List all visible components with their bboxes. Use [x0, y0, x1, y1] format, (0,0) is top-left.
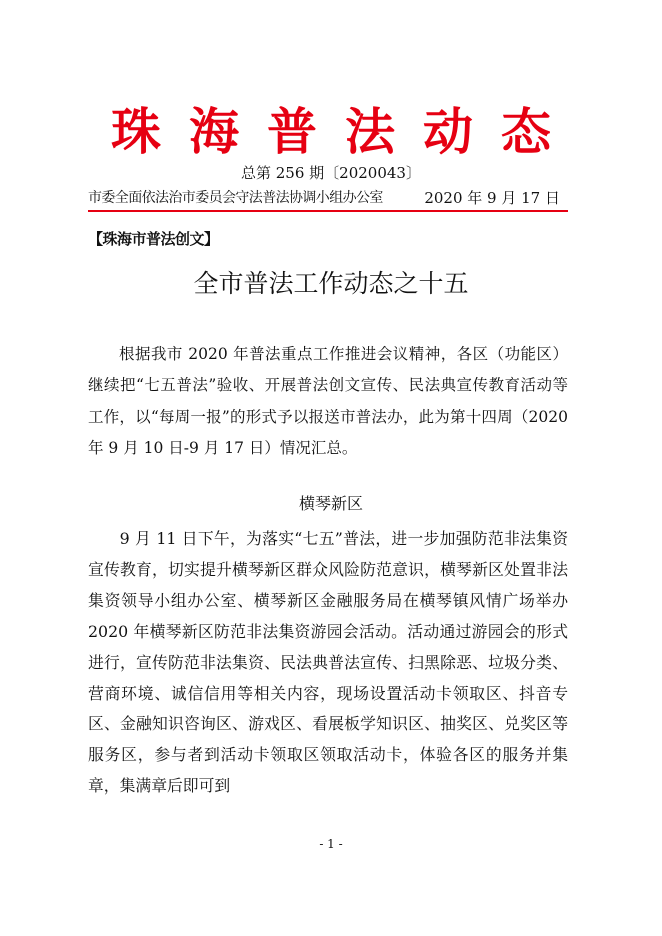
issuing-office: 市委全面依法治市委员会守法普法协调小组办公室	[88, 190, 383, 206]
header-divider	[88, 210, 568, 212]
section-heading: 横琴新区	[298, 494, 363, 513]
page-number: - 1 -	[319, 837, 343, 851]
column-tag: 【珠海市普法创文】	[88, 230, 219, 248]
section-paragraph: 9 月 11 日下午，为落实“七五”普法，进一步加强防范非法集资宣传教育，切实提升横琴新区群众风险防范意识，横琴新区处置非法集资领导小组办公室、横琴新区金融服务局在横琴镇风情广场举办 2020 年横琴新区防范非法集资游园会活动。活动通过游园会的形式进行，宣传防范非法集资、民法典普法宣传、扫黑除恶、垃圾分类、营商环境、诚信信用等相关内容，现场设置活动卡领取区、抖音专区、金融知识咨询区、游戏区、看展板学知识区、抽奖区、兑奖区等服务区，参与者到活动卡领取区领取活动卡，体验各区的服务并集章，集满章后即可到	[88, 529, 568, 796]
issue-date: 2020 年 9 月 17 日	[424, 189, 560, 207]
document-title: 全市普法工作动态之十五	[193, 269, 469, 298]
issue-number: 总第 256 期〔2020043〕	[241, 164, 421, 182]
masthead-title: 珠海普法动态	[111, 102, 579, 161]
masthead-info-line	[88, 186, 568, 210]
intro-paragraph: 根据我市 2020 年普法重点工作推进会议精神，各区（功能区）继续把“七五普法”验收、开展普法创文宣传、民法典宣传教育活动等工作，以“每周一报”的形式予以报送市普法办，此为第十四周（2020 年 9 月 10 日-9 月 17 日）情况汇总。	[88, 345, 568, 457]
